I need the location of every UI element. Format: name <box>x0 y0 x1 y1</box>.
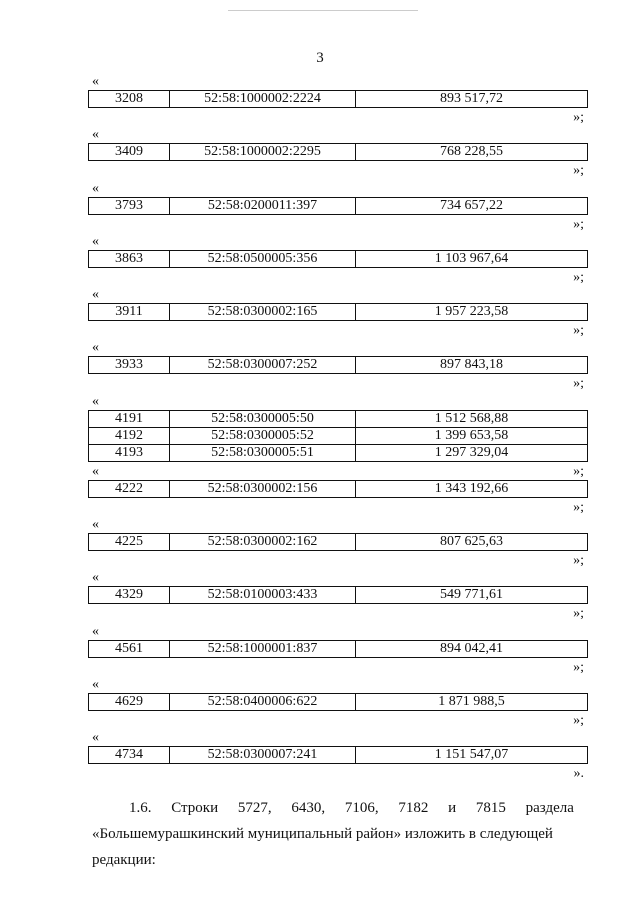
opening-quote: « <box>92 570 99 586</box>
opening-quote: « <box>92 74 99 89</box>
cadastral-value: 894 042,41 <box>356 640 588 657</box>
cadastral-number: 52:58:0300002:162 <box>170 534 356 551</box>
cadastral-value: 1 399 653,58 <box>356 427 588 444</box>
opening-quote: « <box>92 180 99 196</box>
row-number: 3863 <box>89 250 170 267</box>
cadastral-value: 549 771,61 <box>356 587 588 604</box>
opening-quote: « <box>92 393 99 409</box>
amendment-block <box>0 287 640 340</box>
cadastral-number: 52:58:0300005:51 <box>170 444 356 461</box>
paragraph-line-3: редакции: <box>92 852 156 868</box>
table-row <box>89 534 588 551</box>
cadastral-value: 1 297 329,04 <box>356 444 588 461</box>
closing-quote: »; <box>573 659 584 675</box>
closing-quote: ». <box>573 766 584 782</box>
row-number: 4222 <box>89 480 170 497</box>
amendment-block <box>0 464 640 517</box>
cadastral-number: 52:58:1000002:2295 <box>170 144 356 161</box>
amendment-table <box>88 303 588 321</box>
amendment-table <box>88 640 588 658</box>
page-number: 3 <box>316 50 324 66</box>
scan-artifact-line <box>228 10 418 11</box>
amendment-block <box>0 730 640 783</box>
opening-quote: « <box>92 676 99 692</box>
amendment-block <box>0 234 640 287</box>
closing-quote: »; <box>573 463 584 479</box>
cadastral-number: 52:58:0100003:433 <box>170 587 356 604</box>
cadastral-value: 1 103 967,64 <box>356 250 588 267</box>
amendment-table <box>88 410 588 462</box>
opening-quote: « <box>92 623 99 639</box>
amendment-table <box>88 693 588 711</box>
closing-quote: »; <box>573 269 584 285</box>
cadastral-number: 52:58:0300005:50 <box>170 410 356 427</box>
amendment-table <box>88 356 588 374</box>
cadastral-number: 52:58:1000001:837 <box>170 640 356 657</box>
closing-quote: »; <box>573 216 584 232</box>
closing-quote: »; <box>573 163 584 179</box>
cadastral-value: 1 871 988,5 <box>356 693 588 710</box>
closing-quote: »; <box>573 323 584 339</box>
amendment-block <box>0 624 640 677</box>
opening-quote: « <box>92 233 99 249</box>
row-number: 3409 <box>89 144 170 161</box>
closing-quote: »; <box>573 712 584 728</box>
cadastral-value: 1 957 223,58 <box>356 304 588 321</box>
cadastral-value: 897 843,18 <box>356 357 588 374</box>
amendment-block <box>0 181 640 234</box>
row-number: 3933 <box>89 357 170 374</box>
cadastral-value: 1 343 192,66 <box>356 480 588 497</box>
amendment-blocks <box>0 74 640 784</box>
amendment-block <box>0 677 640 730</box>
amendment-table <box>88 143 588 161</box>
table-row <box>89 91 588 108</box>
table-row <box>89 587 588 604</box>
table-row <box>89 410 588 427</box>
closing-quote: »; <box>573 553 584 569</box>
cadastral-number: 52:58:0300002:165 <box>170 304 356 321</box>
row-number: 3208 <box>89 91 170 108</box>
table-row <box>89 197 588 214</box>
amendment-block <box>0 570 640 623</box>
amendment-table <box>88 197 588 215</box>
amendment-block <box>0 517 640 570</box>
amendment-block <box>0 74 640 127</box>
opening-quote: « <box>92 517 99 533</box>
row-number: 4561 <box>89 640 170 657</box>
table-row <box>89 250 588 267</box>
closing-quote: »; <box>573 110 584 125</box>
table-row <box>89 444 588 461</box>
amendment-table <box>88 90 588 108</box>
table-row <box>89 304 588 321</box>
cadastral-value: 893 517,72 <box>356 91 588 108</box>
table-row <box>89 480 588 497</box>
closing-quote: »; <box>573 376 584 392</box>
cadastral-value: 1 151 547,07 <box>356 747 588 764</box>
table-row <box>89 747 588 764</box>
cadastral-number: 52:58:0300007:252 <box>170 357 356 374</box>
opening-quote: « <box>92 340 99 356</box>
amendment-block <box>0 393 640 479</box>
cadastral-number: 52:58:0300007:241 <box>170 747 356 764</box>
amendment-table <box>88 746 588 764</box>
cadastral-value: 734 657,22 <box>356 197 588 214</box>
table-row <box>89 640 588 657</box>
row-number: 3793 <box>89 197 170 214</box>
cadastral-value: 807 625,63 <box>356 534 588 551</box>
row-number: 3911 <box>89 304 170 321</box>
amendment-block <box>0 127 640 180</box>
cadastral-number: 52:58:0500005:356 <box>170 250 356 267</box>
opening-quote: « <box>92 730 99 746</box>
opening-quote: « <box>92 287 99 303</box>
opening-quote: « <box>92 127 99 143</box>
amendment-table <box>88 533 588 551</box>
closing-quote: »; <box>573 499 584 515</box>
table-row <box>89 427 588 444</box>
row-number: 4734 <box>89 747 170 764</box>
amendment-block <box>0 340 640 393</box>
opening-quote: « <box>92 463 99 479</box>
cadastral-value: 768 228,55 <box>356 144 588 161</box>
closing-quote: »; <box>573 606 584 622</box>
row-number: 4191 <box>89 410 170 427</box>
paragraph-line-1: 1.6. Строки 5727, 6430, 7106, 7182 и 7815 раздела <box>129 800 574 816</box>
amendment-table <box>88 586 588 604</box>
row-number: 4329 <box>89 587 170 604</box>
row-number: 4225 <box>89 534 170 551</box>
table-row <box>89 357 588 374</box>
row-number: 4192 <box>89 427 170 444</box>
cadastral-number: 52:58:0300002:156 <box>170 480 356 497</box>
row-number: 4629 <box>89 693 170 710</box>
amendment-table <box>88 250 588 268</box>
paragraph-line-2: «Большемурашкинский муниципальный район» изложить в следующей <box>92 826 553 842</box>
cadastral-number: 52:58:0400006:622 <box>170 693 356 710</box>
table-row <box>89 693 588 710</box>
cadastral-number: 52:58:0300005:52 <box>170 427 356 444</box>
amendment-table <box>88 480 588 498</box>
cadastral-number: 52:58:1000002:2224 <box>170 91 356 108</box>
cadastral-number: 52:58:0200011:397 <box>170 197 356 214</box>
cadastral-value: 1 512 568,88 <box>356 410 588 427</box>
table-row <box>89 144 588 161</box>
row-number: 4193 <box>89 444 170 461</box>
